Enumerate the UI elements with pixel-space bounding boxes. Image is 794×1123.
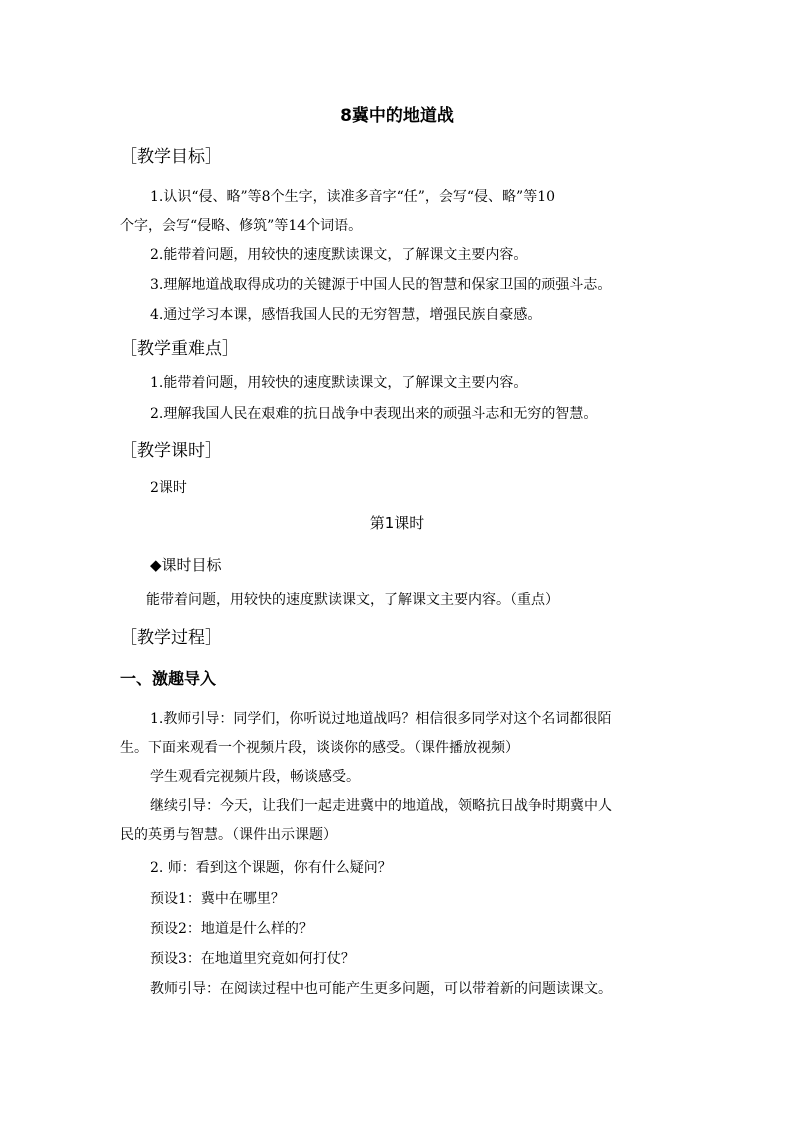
process-para-8: 教师引导：在阅读过程中也可能产生更多问题，可以带着新的问题读课文。 (150, 981, 612, 997)
key-point-item-1: 1.能带着问题，用较快的速度默读课文，了解课文主要内容。 (150, 375, 528, 391)
objective-item-2: 2.能带着问题，用较快的速度默读课文，了解课文主要内容。 (150, 247, 528, 263)
objective-item-1-line-2: 个字，会写“侵略、修筑”等14个词语。 (120, 218, 363, 234)
objective-item-1-line-1: 1.认识“侵、略”等8个生字，读准多音字“任”，会写“侵、略”等10 (150, 189, 556, 205)
key-points-heading: ［教学重难点］ (120, 339, 239, 359)
process-para-1-line-1: 1.教师引导：同学们，你听说过地道战吗？相信很多同学对这个名词都很陌 (150, 711, 612, 727)
process-heading: ［教学过程］ (120, 628, 222, 648)
key-point-item-2: 2.理解我国人民在艰难的抗日战争中表现出来的顽强斗志和无穷的智慧。 (150, 406, 598, 422)
lesson-goal-heading: ◆课时目标 (150, 556, 222, 574)
objective-item-4: 4.通过学习本课，感悟我国人民的无穷智慧，增强民族自豪感。 (150, 307, 542, 323)
process-para-4: 2. 师：看到这个课题，你有什么疑问？ (150, 860, 392, 876)
process-part-1-heading: 一、激趣导入 (120, 669, 217, 688)
process-para-3-line-2: 民的英勇与智慧。（课件出示课题） (120, 827, 337, 843)
process-para-7: 预设3：在地道里究竟如何打仗？ (150, 951, 355, 967)
process-para-5: 预设1：冀中在哪里？ (150, 891, 285, 907)
lesson-1-heading: 第1课时 (369, 514, 425, 532)
objectives-heading: ［教学目标］ (120, 147, 222, 167)
process-para-6: 预设2：地道是什么样的？ (150, 921, 313, 937)
process-para-1-line-2: 生。下面来观看一个视频片段，谈谈你的感受。（课件播放视频） (120, 740, 519, 756)
page-title: 8冀中的地道战 (340, 106, 454, 126)
objective-item-3: 3.理解地道战取得成功的关键源于中国人民的智慧和保家卫国的顽强斗志。 (150, 277, 612, 293)
class-hours-heading: ［教学课时］ (120, 441, 222, 461)
process-para-3-line-1: 继续引导：今天，让我们一起走进冀中的地道战，领略抗日战争时期冀中人 (150, 798, 612, 814)
lesson-goal-text: 能带着问题，用较快的速度默读课文，了解课文主要内容。（重点） (146, 592, 559, 608)
class-hours-value: 2课时 (150, 480, 187, 496)
process-para-2: 学生观看完视频片段，畅谈感受。 (150, 769, 360, 785)
